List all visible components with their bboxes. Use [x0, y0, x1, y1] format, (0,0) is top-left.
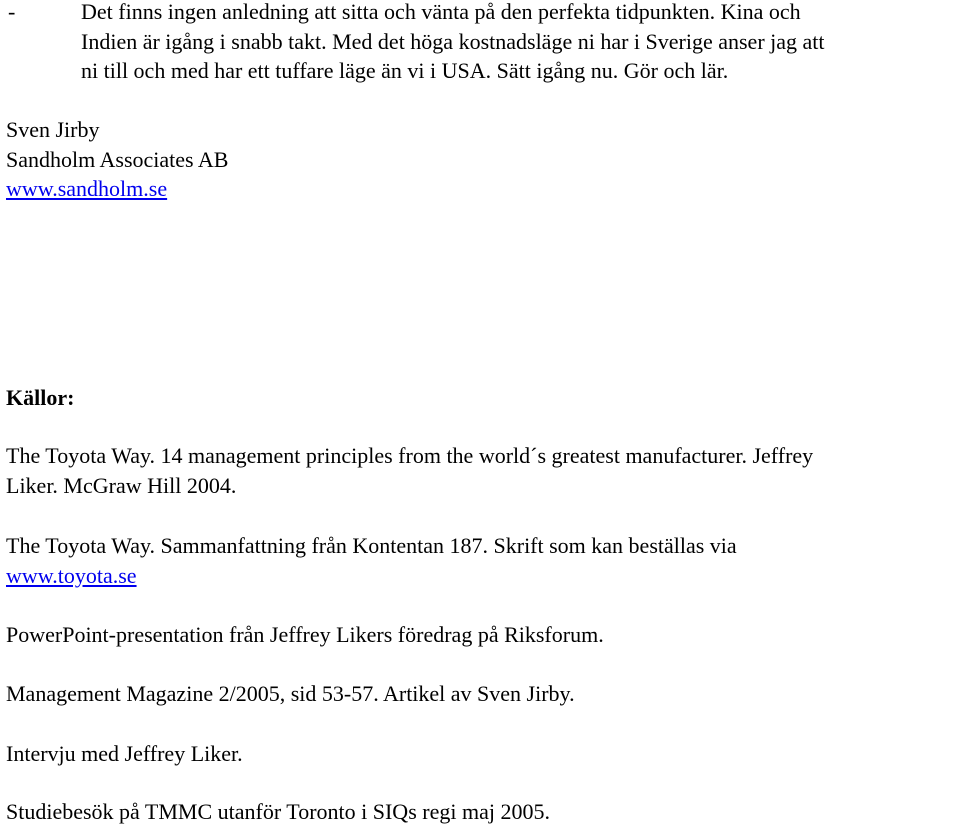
source-text-continued: Liker. McGraw Hill 2004.: [6, 472, 237, 498]
source-text: The Toyota Way. Sammanfattning från Kontentan 187. Skrift som kan beställas via: [6, 533, 737, 558]
toyota-website-link[interactable]: www.toyota.se: [6, 562, 137, 588]
source-text: Intervju med Jeffrey Liker.: [6, 741, 243, 766]
source-text: The Toyota Way. 14 management principles from the world´s greatest manufacturer. Jeffrey: [6, 443, 814, 468]
source-item: [6, 797, 956, 827]
source-item: [6, 441, 956, 500]
bullet-text: Det finns ingen anledning att sitta och vänta på den perfekta tidpunkten. Kina och Indien är igång i snabb takt. Med det höga kostnadsläge ni har i Sverige anser jag att ni till och med har ett tuffare läge än vi i USA. Sätt igång nu. Gör och lär.: [81, 0, 825, 83]
source-text: Studiebesök på TMMC utanför Toronto i SIQs regi maj 2005.: [6, 799, 550, 824]
source-item: [6, 620, 956, 650]
sources-heading: Källor:: [6, 385, 75, 410]
bullet-dash: -: [8, 0, 16, 24]
source-item: [6, 531, 956, 590]
bullet-paragraph: [8, 0, 953, 86]
source-item: [6, 679, 956, 709]
signature-company: Sandholm Associates AB: [6, 146, 229, 172]
signature-name: Sven Jirby: [6, 117, 100, 142]
source-text: Management Magazine 2/2005, sid 53-57. Artikel av Sven Jirby.: [6, 681, 575, 706]
signature-block: [6, 115, 228, 204]
signature-website-link[interactable]: www.sandholm.se: [6, 176, 168, 201]
source-text: PowerPoint-presentation från Jeffrey Likers föredrag på Riksforum.: [6, 622, 604, 647]
source-item: [6, 739, 956, 769]
